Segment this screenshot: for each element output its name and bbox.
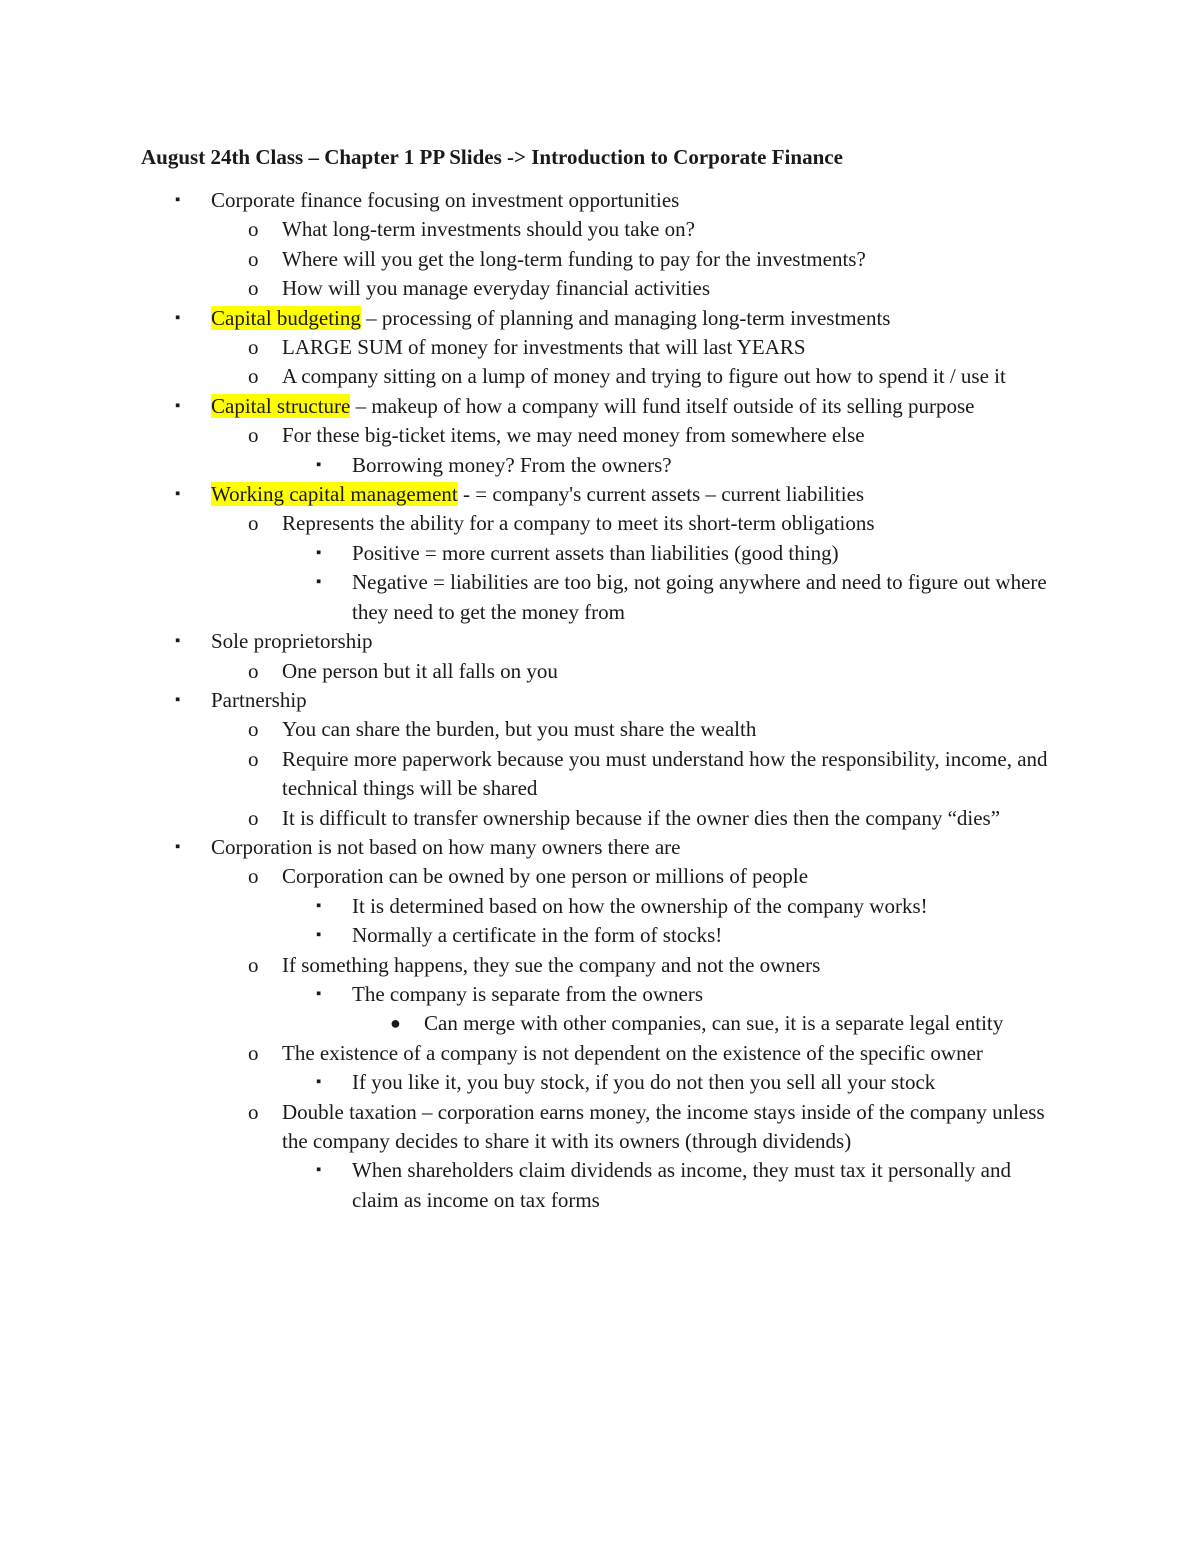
highlighted-term: Working capital management <box>211 482 458 507</box>
list-item <box>175 480 1051 509</box>
list-item-text: Negative = liabilities are too big, not going anywhere and need to figure out where they need to get the money from <box>352 570 1047 624</box>
list-item-text: It is determined based on how the ownership of the company works! <box>352 893 928 918</box>
bullet-icon: o <box>248 1040 259 1065</box>
list-item-text: The existence of a company is not dependent on the existence of the specific owner <box>282 1040 983 1065</box>
list-item <box>175 627 1051 656</box>
list-item-text: Double taxation – corporation earns money, the income stays inside of the company unless the company decides to share it with its owners (through dividends) <box>282 1099 1045 1153</box>
bullet-icon: o <box>248 952 259 977</box>
bullet-icon: ▪ <box>316 985 322 1002</box>
list-item <box>248 333 1052 362</box>
notes-list <box>0 186 1200 1215</box>
list-item-text: Sole proprietorship <box>211 629 373 654</box>
bullet-icon: ▪ <box>175 633 181 650</box>
bullet-icon: o <box>248 276 259 301</box>
list-item <box>316 1156 1052 1215</box>
list-item-text: The company is separate from the owners <box>352 981 704 1006</box>
list-item <box>175 392 1051 421</box>
list-item <box>316 980 1052 1009</box>
list-item <box>248 657 1052 686</box>
bullet-icon: ● <box>390 1013 401 1034</box>
list-item <box>248 862 1052 891</box>
list-item-text: One person but it all falls on you <box>282 658 558 683</box>
bullet-icon: ▪ <box>175 192 181 208</box>
list-item-text: How will you manage everyday financial activities <box>282 276 711 301</box>
bullet-icon: o <box>248 864 259 889</box>
list-item <box>248 1039 1052 1068</box>
list-item-text: If you like it, you buy stock, if you do not then you sell all your stock <box>352 1070 936 1095</box>
bullet-icon: ▪ <box>316 927 322 944</box>
list-item <box>248 804 1052 833</box>
list-item <box>248 745 1052 804</box>
list-item <box>248 362 1052 391</box>
list-item-text: When shareholders claim dividends as income, they must tax it personally and claim as income on tax forms <box>352 1158 1011 1212</box>
list-item-text: A company sitting on a lump of money and trying to figure out how to spend it / use it <box>282 364 1006 389</box>
list-item <box>316 451 1052 480</box>
bullet-icon: ▪ <box>316 897 322 914</box>
list-item <box>248 421 1052 450</box>
bullet-icon: o <box>248 246 259 271</box>
list-item-text: Borrowing money? From the owners? <box>352 452 672 477</box>
bullet-icon: ▪ <box>175 309 181 326</box>
list-item-text: Corporate finance focusing on investment opportunities <box>211 188 680 212</box>
bullet-icon: o <box>248 805 259 830</box>
bullet-icon: o <box>248 217 259 242</box>
list-item-text: - = company's current assets – current liabilities <box>457 482 865 507</box>
list-item-text: Represents the ability for a company to meet its short-term obligations <box>282 511 875 536</box>
list-item-text: For these big-ticket items, we may need money from somewhere else <box>282 423 865 448</box>
list-item <box>248 715 1052 744</box>
list-item-text: – makeup of how a company will fund itself outside of its selling purpose <box>350 393 975 418</box>
list-item <box>390 1009 1052 1038</box>
list-item-text: Require more paperwork because you must understand how the responsibility, income, and technical things will be shared <box>282 746 1048 801</box>
list-item <box>248 1098 1052 1157</box>
list-item <box>175 833 1051 862</box>
bullet-icon: o <box>248 364 259 389</box>
list-item-text: Corporation can be owned by one person or millions of people <box>282 864 809 889</box>
list-item <box>248 951 1052 980</box>
list-item <box>175 304 1051 333</box>
bullet-icon: ▪ <box>175 486 181 503</box>
list-item-text: Positive = more current assets than liabilities (good thing) <box>352 540 839 565</box>
list-item <box>248 245 1052 274</box>
bullet-icon: ▪ <box>316 456 322 473</box>
bullet-icon: o <box>248 511 259 536</box>
highlighted-term: Capital structure <box>211 393 351 418</box>
list-item-text: Can merge with other companies, can sue, it is a separate legal entity <box>424 1011 1004 1036</box>
bullet-icon: o <box>248 658 259 683</box>
list-item-text: You can share the burden, but you must share the wealth <box>282 717 757 742</box>
bullet-icon: ▪ <box>175 838 181 855</box>
list-item <box>248 215 1052 244</box>
list-item-text: – processing of planning and managing long-term investments <box>360 305 891 330</box>
bullet-icon: ▪ <box>316 1074 322 1091</box>
highlighted-term: Capital budgeting <box>211 305 361 330</box>
list-item-text: Where will you get the long-term funding to pay for the investments? <box>282 246 866 271</box>
list-item-text: If something happens, they sue the company and not the owners <box>282 952 821 977</box>
list-item <box>248 274 1052 303</box>
list-item <box>316 568 1052 627</box>
bullet-icon: ▪ <box>175 397 181 414</box>
list-item <box>316 892 1052 921</box>
bullet-icon: ▪ <box>175 691 181 708</box>
bullet-icon: o <box>248 746 259 771</box>
list-item-text: What long-term investments should you take on? <box>282 217 695 242</box>
list-item <box>316 539 1052 568</box>
bullet-icon: ▪ <box>316 574 322 591</box>
list-item-text: Corporation is not based on how many owners there are <box>211 834 681 859</box>
list-item <box>175 686 1051 715</box>
bullet-icon: o <box>248 423 259 448</box>
list-item-text: Partnership <box>211 687 307 712</box>
bullet-icon: o <box>248 1099 259 1124</box>
bullet-icon: ▪ <box>316 1162 322 1179</box>
list-item-text: Normally a certificate in the form of stocks! <box>352 923 723 948</box>
list-item <box>248 509 1052 538</box>
bullet-icon: o <box>248 717 259 742</box>
bullet-icon: ▪ <box>316 544 322 561</box>
page-title: August 24th Class – Chapter 1 PP Slides -> Introduction to Corporate Finance <box>141 145 843 169</box>
list-item <box>175 186 1051 215</box>
list-item <box>316 921 1052 950</box>
bullet-icon: o <box>248 335 259 360</box>
list-item-text: It is difficult to transfer ownership because if the owner dies then the company “dies” <box>282 805 1001 830</box>
list-item-text: LARGE SUM of money for investments that will last YEARS <box>282 335 806 360</box>
list-item <box>316 1068 1052 1097</box>
